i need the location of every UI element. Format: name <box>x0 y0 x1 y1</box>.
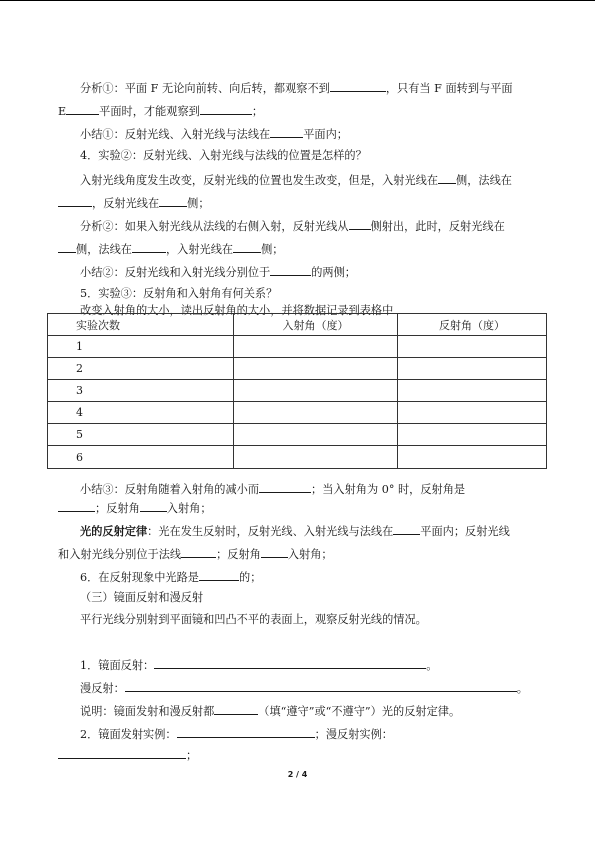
blank[interactable] <box>200 103 252 115</box>
text: 入射角； <box>166 502 212 515</box>
diffuse-reflection <box>80 680 528 696</box>
text: 平面时，才能观察到 <box>99 105 200 118</box>
text: 侧； <box>261 243 284 256</box>
table-header-cell: 反射角（度） <box>398 314 547 336</box>
reflection-law-line-2 <box>58 546 333 562</box>
page-number: 2 / 4 <box>287 770 308 779</box>
blank[interactable] <box>181 546 216 558</box>
text: 分析②：如果入射光线从法线的右侧入射，反射光线从 <box>80 220 349 233</box>
summary-3-line-2 <box>58 500 212 516</box>
table-row <box>48 446 547 469</box>
summary-1 <box>80 126 348 142</box>
blank[interactable] <box>438 172 456 184</box>
text: 2．镜面发射实例： <box>80 728 177 741</box>
summary-3-line-1 <box>80 481 465 497</box>
table-cell-input[interactable] <box>398 336 547 358</box>
blank[interactable] <box>261 546 288 558</box>
blank[interactable] <box>125 680 517 692</box>
blank[interactable] <box>58 500 95 512</box>
blank[interactable] <box>259 481 311 493</box>
analysis-1-line-2 <box>58 103 263 119</box>
blank[interactable] <box>270 264 311 276</box>
text: ，只有当 F 面转到与平面 <box>385 82 513 95</box>
table-row <box>48 424 547 446</box>
table-cell-input[interactable] <box>234 424 398 446</box>
blank[interactable] <box>58 241 76 253</box>
text: 小结①：反射光线、入射光线与法线在 <box>80 128 271 141</box>
table-row <box>48 336 547 358</box>
text: ； <box>251 105 264 118</box>
table-cell-input[interactable] <box>234 358 398 380</box>
experiment-3-intro: 改变入射角的大小，读出反射角的大小，并将数据记录到表格中 <box>80 304 394 317</box>
text: 平面内； <box>303 128 348 141</box>
text: 侧射出，此时，反射光线在 <box>370 220 505 233</box>
text: ：光在发生反射时，反射光线、入射光线与法线在 <box>147 525 394 538</box>
blank[interactable] <box>132 241 166 253</box>
text: 入射光线角度发生改变，反射光线的位置也发生改变，但是，入射光线在 <box>80 174 439 187</box>
reflection-law-line-1 <box>80 523 510 539</box>
blank[interactable] <box>233 241 261 253</box>
blank[interactable] <box>154 657 426 669</box>
data-table <box>47 313 547 469</box>
text: 。 <box>516 682 528 695</box>
text: 小结③：反射角随着入射角的减小而 <box>80 483 260 496</box>
summary-2 <box>80 264 356 280</box>
text: 侧，法线在 <box>76 243 132 256</box>
text: 的； <box>239 571 262 584</box>
text: ；漫反射实例： <box>314 728 393 741</box>
text: E <box>58 105 67 118</box>
text: ；反射角 <box>95 502 140 515</box>
table-cell: 5 <box>48 424 234 446</box>
text: 说明：镜面发射和漫反射都 <box>80 705 215 718</box>
blank[interactable] <box>349 218 371 230</box>
table-cell-input[interactable] <box>398 424 547 446</box>
analysis-1-line-1 <box>80 80 513 96</box>
table-cell: 6 <box>48 446 234 469</box>
text: 分析①：平面 F 无论向前转、向后转，都观察不到 <box>80 82 330 95</box>
table-cell-input[interactable] <box>234 380 398 402</box>
text: ；当入射角为 0° 时，反射角是 <box>311 483 466 496</box>
text: ，入射光线在 <box>165 243 234 256</box>
table-row <box>48 402 547 424</box>
text: ；反射角 <box>216 548 261 561</box>
table-cell-input[interactable] <box>398 380 547 402</box>
table-cell: 3 <box>48 380 234 402</box>
text: （填“遵守”或“不遵守”）光的反射定律。 <box>258 705 461 718</box>
table-cell-input[interactable] <box>234 446 398 469</box>
blank[interactable] <box>393 523 420 535</box>
blank[interactable] <box>177 726 315 738</box>
blank[interactable] <box>330 80 386 92</box>
text: 小结②：反射光线和入射光线分别位于 <box>80 266 271 279</box>
text: 平面内；反射光线 <box>420 525 510 538</box>
table-header-row <box>48 314 547 336</box>
experiment-3-title: 5．实验③：反射角和入射角有何关系？ <box>80 287 278 300</box>
text: 。 <box>426 659 438 672</box>
table-cell-input[interactable] <box>234 402 398 424</box>
text: 的两侧； <box>311 266 356 279</box>
table-cell-input[interactable] <box>398 446 547 469</box>
text: 和入射光线分别位于法线 <box>58 548 182 561</box>
table-row <box>48 358 547 380</box>
mirror-reflection <box>80 657 437 673</box>
examples-line-2 <box>58 747 197 763</box>
analysis-2-line-2 <box>58 241 283 257</box>
experiment-2-title: 4．实验②：反射光线、入射光线与法线的位置是怎样的？ <box>80 149 367 162</box>
section-3-heading: （三）镜面反射和漫反射 <box>80 591 204 604</box>
law-title: 光的反射定律 <box>80 524 148 538</box>
blank[interactable] <box>270 126 303 138</box>
blank[interactable] <box>58 195 92 207</box>
table-cell: 4 <box>48 402 234 424</box>
table-cell-input[interactable] <box>398 402 547 424</box>
table-cell-input[interactable] <box>234 336 398 358</box>
table-header-cell: 入射角（度） <box>234 314 398 336</box>
section-3-intro: 平行光线分别射到平面镜和凹凸不平的表面上，观察反射光线的情况。 <box>80 613 427 626</box>
table-row <box>48 380 547 402</box>
blank[interactable] <box>140 500 167 512</box>
blank[interactable] <box>159 195 187 207</box>
text: ，反射光线在 <box>92 197 160 210</box>
text: 漫反射： <box>80 682 125 695</box>
item-6 <box>80 569 261 585</box>
examples-line-1 <box>80 726 393 742</box>
experiment-2-line-2 <box>58 195 210 211</box>
blank[interactable] <box>58 747 186 759</box>
table-header-cell: 实验次数 <box>48 314 234 336</box>
blank[interactable] <box>199 569 239 581</box>
text: ； <box>186 749 198 762</box>
text: 1．镜面反射： <box>80 659 155 672</box>
text: 侧； <box>187 197 210 210</box>
text: 6．在反射现象中光路是 <box>80 571 199 584</box>
table-cell: 2 <box>48 358 234 380</box>
blank[interactable] <box>214 703 258 715</box>
note-line <box>80 703 460 719</box>
table-cell-input[interactable] <box>398 358 547 380</box>
blank[interactable] <box>66 103 99 115</box>
text: 入射角； <box>287 548 333 561</box>
experiment-2-line-1 <box>80 172 512 188</box>
table-cell: 1 <box>48 336 234 358</box>
text: 侧，法线在 <box>456 174 512 187</box>
analysis-2-line-1 <box>80 218 505 234</box>
